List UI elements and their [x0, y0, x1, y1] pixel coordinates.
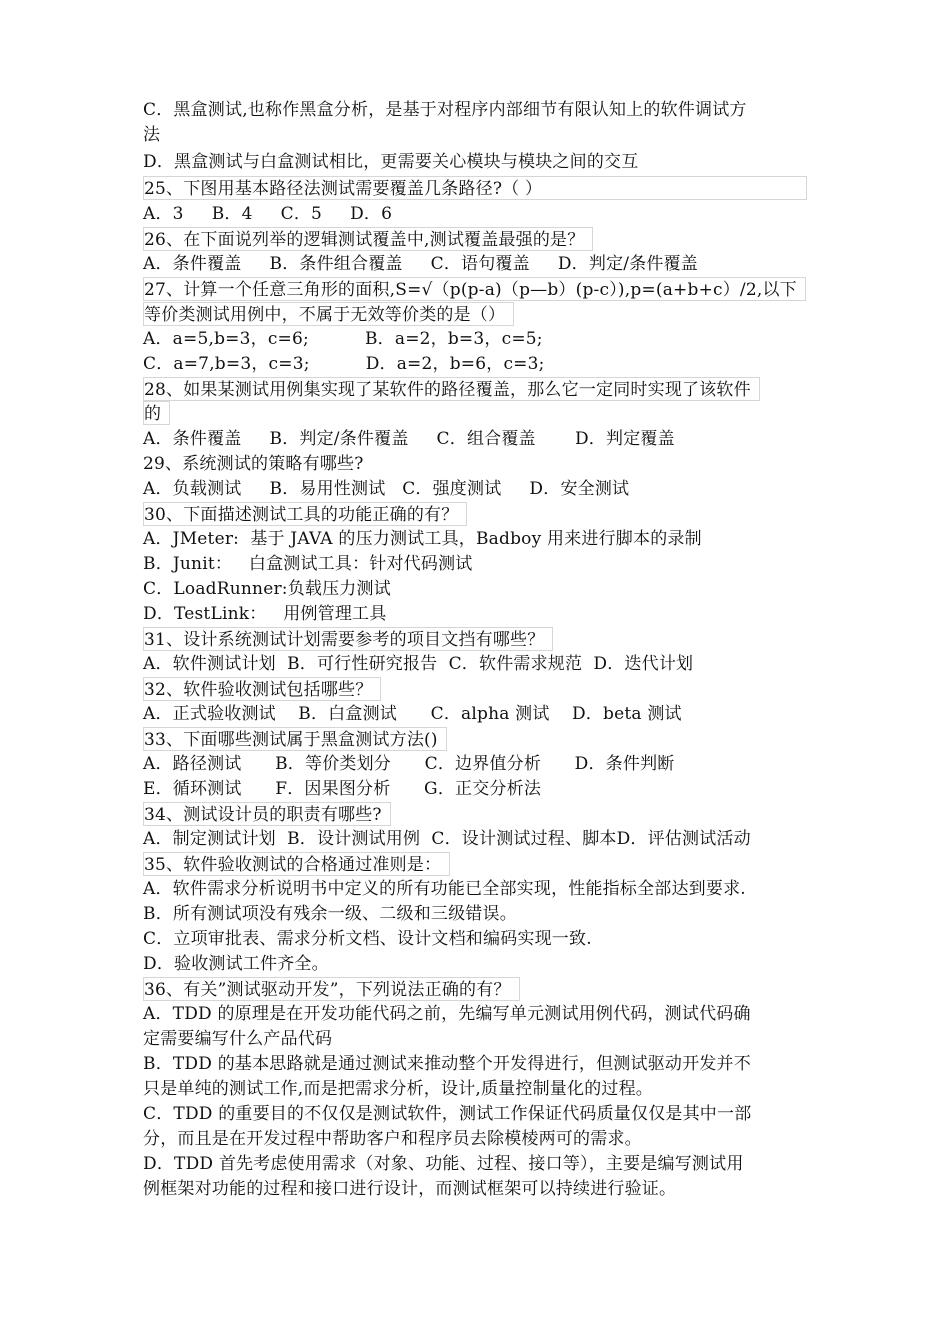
text-line: 分，而且是在开发过程中帮助客户和程序员去除模棱两可的需求。 — [143, 1129, 642, 1149]
text-line: 的 — [143, 401, 170, 425]
text-line: A．正式验收测试 B．白盒测试 C．alpha 测试 D．beta 测试 — [143, 704, 682, 724]
text-line: A．3 B．4 C．5 D．6 — [143, 204, 393, 224]
text-line: A．软件测试计划 B．可行性研究报告 C．软件需求规范 D．迭代计划 — [143, 654, 694, 674]
text-line: D．黑盒测试与白盒测试相比，更需要关心模块与模块之间的交互 — [143, 152, 639, 172]
text-line: A．条件覆盖 B．判定/条件覆盖 C．组合覆盖 D．判定覆盖 — [143, 429, 675, 449]
text-line: B．TDD 的基本思路就是通过测试来推动整个开发得进行，但测试驱动开发并不 — [143, 1054, 751, 1074]
text-line: D．TDD 首先考虑使用需求（对象、功能、过程、接口等），主要是编写测试用 — [143, 1154, 744, 1174]
question-33: 33、下面哪些测试属于黑盒测试方法() — [143, 727, 447, 751]
text-line: A．路径测试 B．等价类划分 C．边界值分析 D．条件判断 — [143, 754, 675, 774]
text-line: A．TDD 的原理是在开发功能代码之前，先编写单元测试用例代码，测试代码确 — [143, 1004, 751, 1024]
question-29: 29、系统测试的策略有哪些? — [143, 454, 364, 474]
question-34: 34、测试设计员的职责有哪些? — [143, 802, 391, 826]
text-line: 例框架对功能的过程和接口进行设计，而测试框架可以持续进行验证。 — [143, 1179, 677, 1199]
text-line: 定需要编写什么产品代码 — [143, 1029, 333, 1049]
text-line: D．TestLink： 用例管理工具 — [143, 604, 387, 624]
text-line: D．验收测试工件齐全。 — [143, 954, 329, 974]
text-line: A．软件需求分析说明书中定义的所有功能已全部实现，性能指标全部达到要求. — [143, 879, 746, 899]
text-line: C．黑盒测试,也称作黑盒分析，是基于对程序内部细节有限认知上的软件调试方 — [143, 100, 747, 120]
question-26: 26、在下面说列举的逻辑测试覆盖中,测试覆盖最强的是？ — [143, 227, 593, 251]
question-31: 31、设计系统测试计划需要参考的项目文挡有哪些？ — [143, 627, 553, 651]
text-line: 法 — [143, 125, 161, 145]
question-25: 25、下图用基本路径法测试需要覆盖几条路径?（ ） — [143, 176, 807, 200]
text-line: B．所有测试项没有残余一级、二级和三级错误。 — [143, 904, 517, 924]
text-line: 只是单纯的测试工作,而是把需求分析，设计,质量控制量化的过程。 — [143, 1079, 654, 1099]
text-line: B．Junit： 白盒测试工具：针对代码测试 — [143, 554, 473, 574]
text-line: C．a=7,b=3，c=3; D．a=2，b=6，c=3; — [143, 354, 545, 374]
text-line: C．TDD 的重要目的不仅仅是测试软件，测试工作保证代码质量仅仅是其中一部 — [143, 1104, 752, 1124]
question-27: 27、计算一个任意三角形的面积,S=√（p(p-a)（p—b）(p-c）),p=(a+b+c）/2,以下 — [143, 277, 806, 301]
text-line: 等价类测试用例中，不属于无效等价类的是（） — [143, 302, 514, 326]
text-line: A．a=5,b=3，c=6; B．a=2，b=3，c=5; — [143, 329, 543, 349]
question-32: 32、软件验收测试包括哪些？ — [143, 677, 381, 701]
text-line: C．立项审批表、需求分析文档、设计文档和编码实现一致. — [143, 929, 592, 949]
text-line: A．条件覆盖 B．条件组合覆盖 C．语句覆盖 D．判定/条件覆盖 — [143, 254, 698, 274]
text-line: A．JMeter: 基于 JAVA 的压力测试工具，Badboy 用来进行脚本的录制 — [143, 529, 702, 549]
text-line: C．LoadRunner:负载压力测试 — [143, 579, 391, 599]
question-28: 28、如果某测试用例集实现了某软件的路径覆盖，那么它一定同时实现了该软件 — [143, 377, 760, 401]
text-line: E．循环测试 F．因果图分析 G．正交分析法 — [143, 779, 542, 799]
question-36: 36、有关”测试驱动开发”，下列说法正确的有？ — [143, 977, 520, 1001]
question-30: 30、下面描述测试工具的功能正确的有？ — [143, 502, 467, 526]
text-line: A．负载测试 B．易用性测试 C．强度测试 D．安全测试 — [143, 479, 630, 499]
question-35: 35、软件验收测试的合格通过准则是： — [143, 852, 450, 876]
text-line: A．制定测试计划 B．设计测试用例 C．设计测试过程、脚本D．评估测试活动 — [143, 829, 751, 849]
